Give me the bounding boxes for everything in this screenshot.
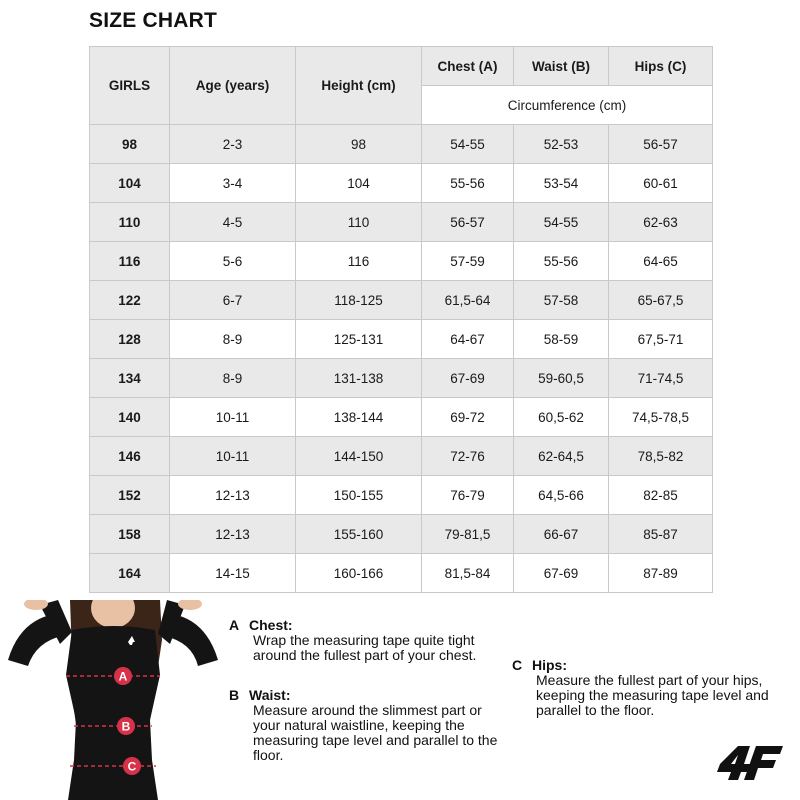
- cell-height: 110: [296, 203, 422, 242]
- cell-height: 155-160: [296, 515, 422, 554]
- hips-line-3: parallel to the floor.: [536, 702, 655, 718]
- cell-hips: 67,5-71: [609, 320, 713, 359]
- table-row: [90, 320, 713, 359]
- cell-hips: 85-87: [609, 515, 713, 554]
- cell-height: 104: [296, 164, 422, 203]
- cell-size: 98: [90, 125, 170, 164]
- cell-size: 134: [90, 359, 170, 398]
- cell-waist: 57-58: [514, 281, 609, 320]
- svg-text:C: C: [127, 759, 137, 774]
- cell-age: 10-11: [170, 398, 296, 437]
- brand-logo: [716, 744, 784, 785]
- table-row: [90, 437, 713, 476]
- brand-logo-mark: [716, 744, 784, 780]
- table-row: [90, 242, 713, 281]
- cell-waist: 59-60,5: [514, 359, 609, 398]
- chest-letter: A: [229, 617, 240, 633]
- waist-instructions: [229, 688, 497, 763]
- cell-hips: 60-61: [609, 164, 713, 203]
- cell-waist: 64,5-66: [514, 476, 609, 515]
- waist-line-2: your natural waistline, keeping the: [253, 717, 465, 733]
- page-title: SIZE CHART: [89, 9, 217, 32]
- cell-age: 4-5: [170, 203, 296, 242]
- cell-size: 158: [90, 515, 170, 554]
- cell-chest: 76-79: [422, 476, 514, 515]
- cell-height: 138-144: [296, 398, 422, 437]
- cell-age: 12-13: [170, 515, 296, 554]
- model-illustration: [0, 600, 225, 800]
- cell-hips: 62-63: [609, 203, 713, 242]
- table-row: [90, 476, 713, 515]
- header-waist: Waist (B): [514, 47, 609, 86]
- table-row: [90, 203, 713, 242]
- table-row: [90, 164, 713, 203]
- cell-age: 6-7: [170, 281, 296, 320]
- waist-line-3: measuring tape level and parallel to the: [253, 732, 498, 748]
- table-row: [90, 359, 713, 398]
- hips-letter: C: [512, 657, 523, 673]
- cell-waist: 62-64,5: [514, 437, 609, 476]
- cell-age: 14-15: [170, 554, 296, 593]
- cell-hips: 71-74,5: [609, 359, 713, 398]
- table-row: [90, 281, 713, 320]
- cell-waist: 55-56: [514, 242, 609, 281]
- cell-height: 118-125: [296, 281, 422, 320]
- hips-heading: Hips:: [532, 657, 567, 673]
- header-height: Height (cm): [296, 47, 422, 125]
- cell-hips: 65-67,5: [609, 281, 713, 320]
- cell-age: 12-13: [170, 476, 296, 515]
- header-age: Age (years): [170, 47, 296, 125]
- waist-line-1: Measure around the slimmest part or: [253, 702, 482, 718]
- cell-age: 3-4: [170, 164, 296, 203]
- cell-height: 98: [296, 125, 422, 164]
- cell-size: 128: [90, 320, 170, 359]
- cell-waist: 66-67: [514, 515, 609, 554]
- header-girls: GIRLS: [90, 47, 170, 125]
- header-circumference: Circumference (cm): [422, 86, 713, 125]
- waist-heading: Waist:: [249, 687, 291, 703]
- cell-height: 125-131: [296, 320, 422, 359]
- cell-age: 10-11: [170, 437, 296, 476]
- waist-line-4: floor.: [253, 747, 284, 763]
- table-row: [90, 125, 713, 164]
- cell-hips: 64-65: [609, 242, 713, 281]
- cell-age: 5-6: [170, 242, 296, 281]
- cell-chest: 72-76: [422, 437, 514, 476]
- cell-chest: 64-67: [422, 320, 514, 359]
- cell-height: 116: [296, 242, 422, 281]
- header-hips: Hips (C): [609, 47, 713, 86]
- cell-waist: 54-55: [514, 203, 609, 242]
- marker-a: [114, 667, 132, 685]
- svg-text:A: A: [118, 669, 128, 684]
- chest-instructions: [229, 618, 476, 663]
- cell-age: 8-9: [170, 320, 296, 359]
- waist-letter: B: [229, 687, 240, 703]
- cell-hips: 78,5-82: [609, 437, 713, 476]
- cell-chest: 67-69: [422, 359, 514, 398]
- cell-height: 150-155: [296, 476, 422, 515]
- cell-chest: 69-72: [422, 398, 514, 437]
- cell-chest: 61,5-64: [422, 281, 514, 320]
- cell-chest: 56-57: [422, 203, 514, 242]
- cell-waist: 60,5-62: [514, 398, 609, 437]
- marker-c: [123, 757, 141, 775]
- hips-line-2: keeping the measuring tape level and: [536, 687, 769, 703]
- hips-instructions: [512, 658, 769, 718]
- model-figure: [0, 600, 225, 800]
- table-row: [90, 398, 713, 437]
- size-chart-body: [90, 125, 713, 593]
- cell-chest: 55-56: [422, 164, 514, 203]
- cell-age: 2-3: [170, 125, 296, 164]
- cell-height: 144-150: [296, 437, 422, 476]
- cell-chest: 79-81,5: [422, 515, 514, 554]
- cell-size: 140: [90, 398, 170, 437]
- cell-age: 8-9: [170, 359, 296, 398]
- cell-chest: 57-59: [422, 242, 514, 281]
- torso-shape: [66, 626, 160, 800]
- cell-hips: 87-89: [609, 554, 713, 593]
- chest-line-1: Wrap the measuring tape quite tight: [253, 632, 475, 648]
- size-chart-table: [89, 46, 713, 593]
- cell-hips: 82-85: [609, 476, 713, 515]
- table-row: [90, 554, 713, 593]
- cell-hips: 56-57: [609, 125, 713, 164]
- cell-size: 116: [90, 242, 170, 281]
- cell-chest: 81,5-84: [422, 554, 514, 593]
- chest-line-2: around the fullest part of your chest.: [253, 647, 477, 663]
- cell-hips: 74,5-78,5: [609, 398, 713, 437]
- cell-size: 104: [90, 164, 170, 203]
- cell-waist: 58-59: [514, 320, 609, 359]
- cell-chest: 54-55: [422, 125, 514, 164]
- header-chest: Chest (A): [422, 47, 514, 86]
- cell-waist: 52-53: [514, 125, 609, 164]
- cell-height: 160-166: [296, 554, 422, 593]
- cell-height: 131-138: [296, 359, 422, 398]
- hips-line-1: Measure the fullest part of your hips,: [536, 672, 763, 688]
- table-row: [90, 515, 713, 554]
- cell-waist: 67-69: [514, 554, 609, 593]
- marker-b: [117, 717, 135, 735]
- svg-text:B: B: [121, 719, 131, 734]
- chest-heading: Chest:: [249, 617, 293, 633]
- cell-size: 146: [90, 437, 170, 476]
- cell-size: 152: [90, 476, 170, 515]
- cell-size: 110: [90, 203, 170, 242]
- cell-size: 122: [90, 281, 170, 320]
- cell-size: 164: [90, 554, 170, 593]
- cell-waist: 53-54: [514, 164, 609, 203]
